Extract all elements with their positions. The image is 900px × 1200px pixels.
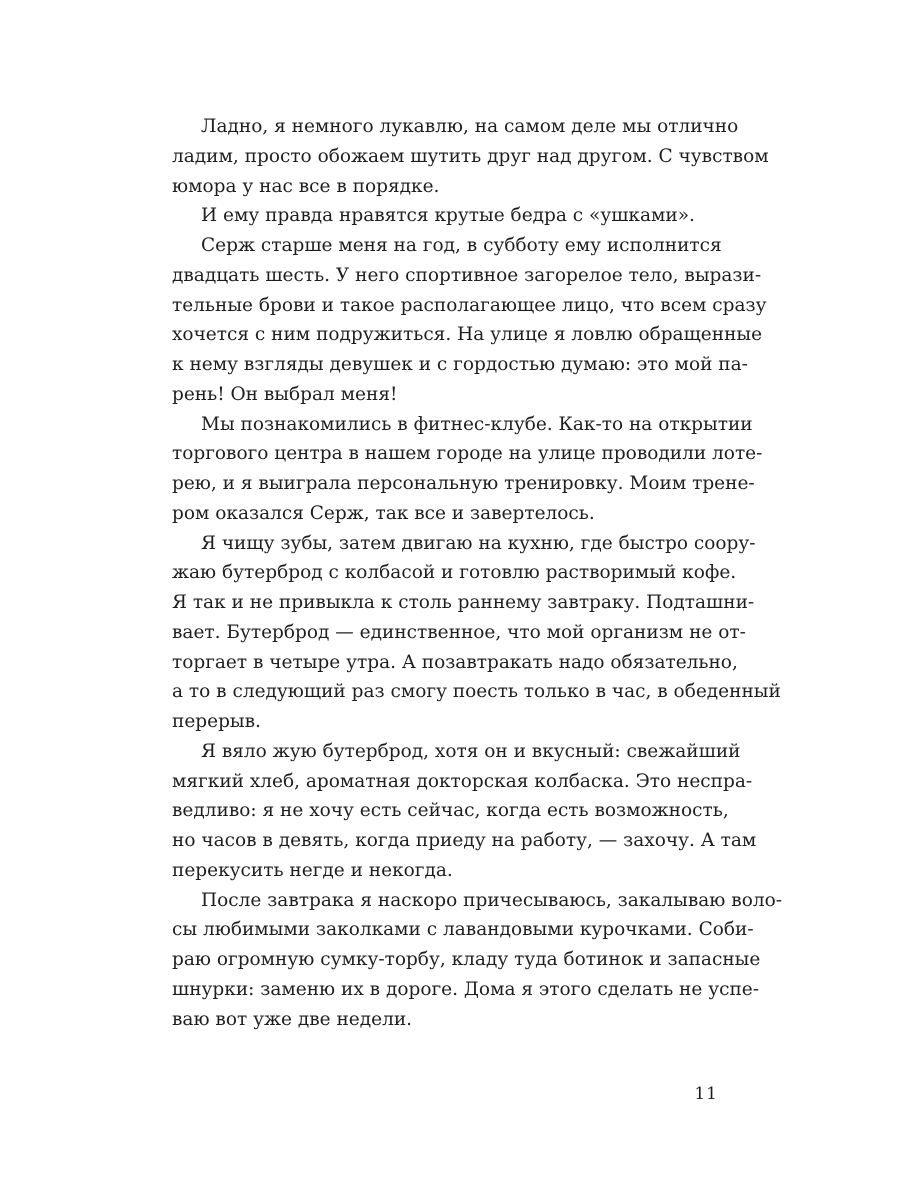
body-text (172, 112, 782, 1034)
text-line: рень! Он выбрал меня! (172, 383, 398, 405)
text-line: двадцать шесть. У него спортивное загорелое тело, вырази- (172, 264, 762, 286)
text-line: перекусить негде и некогда. (172, 859, 453, 881)
text-line: ваю вот уже две недели. (172, 1008, 413, 1030)
text-line: хочется с ним подружиться. На улице я ловлю обращенные (172, 324, 763, 346)
text-line: торгает в четыре утра. А позавтракать надо обязательно, (172, 651, 738, 673)
text-line: Серж старше меня на год, в субботу ему исполнится (201, 235, 722, 256)
page-number: 11 (694, 1084, 718, 1104)
text-line: вает. Бутерброд — единственное, что мой организм не от- (172, 621, 746, 643)
text-line: ведливо: я не хочу есть сейчас, когда есть возможность, (172, 800, 729, 822)
text-line: тельные брови и такое располагающее лицо, что всем сразу (172, 294, 767, 316)
text-line: шнурки: заменю их в дороге. Дома я этого сделать не успе- (172, 978, 759, 1000)
text-line: мягкий хлеб, ароматная докторская колбаска. Это неспра- (172, 770, 753, 792)
text-line: ром оказался Серж, так все и завертелось. (172, 502, 595, 524)
text-line: Я чищу зубы, затем двигаю на кухню, где быстро соору- (201, 532, 756, 554)
text-line: торгового центра в нашем городе на улице проводили лоте- (172, 443, 763, 465)
text-line: но часов в девять, когда приеду на работу, — захочу. А там (172, 830, 757, 851)
text-line: Я вяло жую бутерброд, хотя он и вкусный: свежайший (201, 740, 741, 762)
text-line: раю огромную сумку-торбу, кладу туда ботинок и запасные (172, 949, 761, 970)
text-line: После завтрака я наскоро причесываюсь, закалываю воло- (201, 889, 782, 911)
text-line: И ему правда нравятся крутые бедра с «ушками». (201, 205, 695, 227)
text-line: Мы познакомились в фитнес-клубе. Как-то на открытии (201, 413, 753, 435)
text-line: Я так и не привыкла к столь раннему завтраку. Подташни- (172, 592, 755, 613)
text-line: юмора у нас все в порядке. (172, 175, 440, 197)
text-line: сы любимыми заколками с лавандовыми курочками. Соби- (172, 919, 754, 941)
text-line: Ладно, я немного лукавлю, на самом деле мы отлично (201, 116, 739, 137)
text-line: жаю бутерброд с колбасой и готовлю растворимый кофе. (172, 562, 737, 584)
text-line: ладим, просто обожаем шутить друг над другом. С чувством (172, 145, 769, 167)
text-line: рею, и я выиграла персональную тренировку. Моим трене- (172, 473, 755, 494)
text-line: а то в следующий раз смогу поесть только в час, в обеденный (172, 681, 781, 703)
text-line: к нему взгляды девушек и с гордостью думаю: это мой па- (172, 354, 748, 375)
text-line: перерыв. (172, 711, 261, 732)
